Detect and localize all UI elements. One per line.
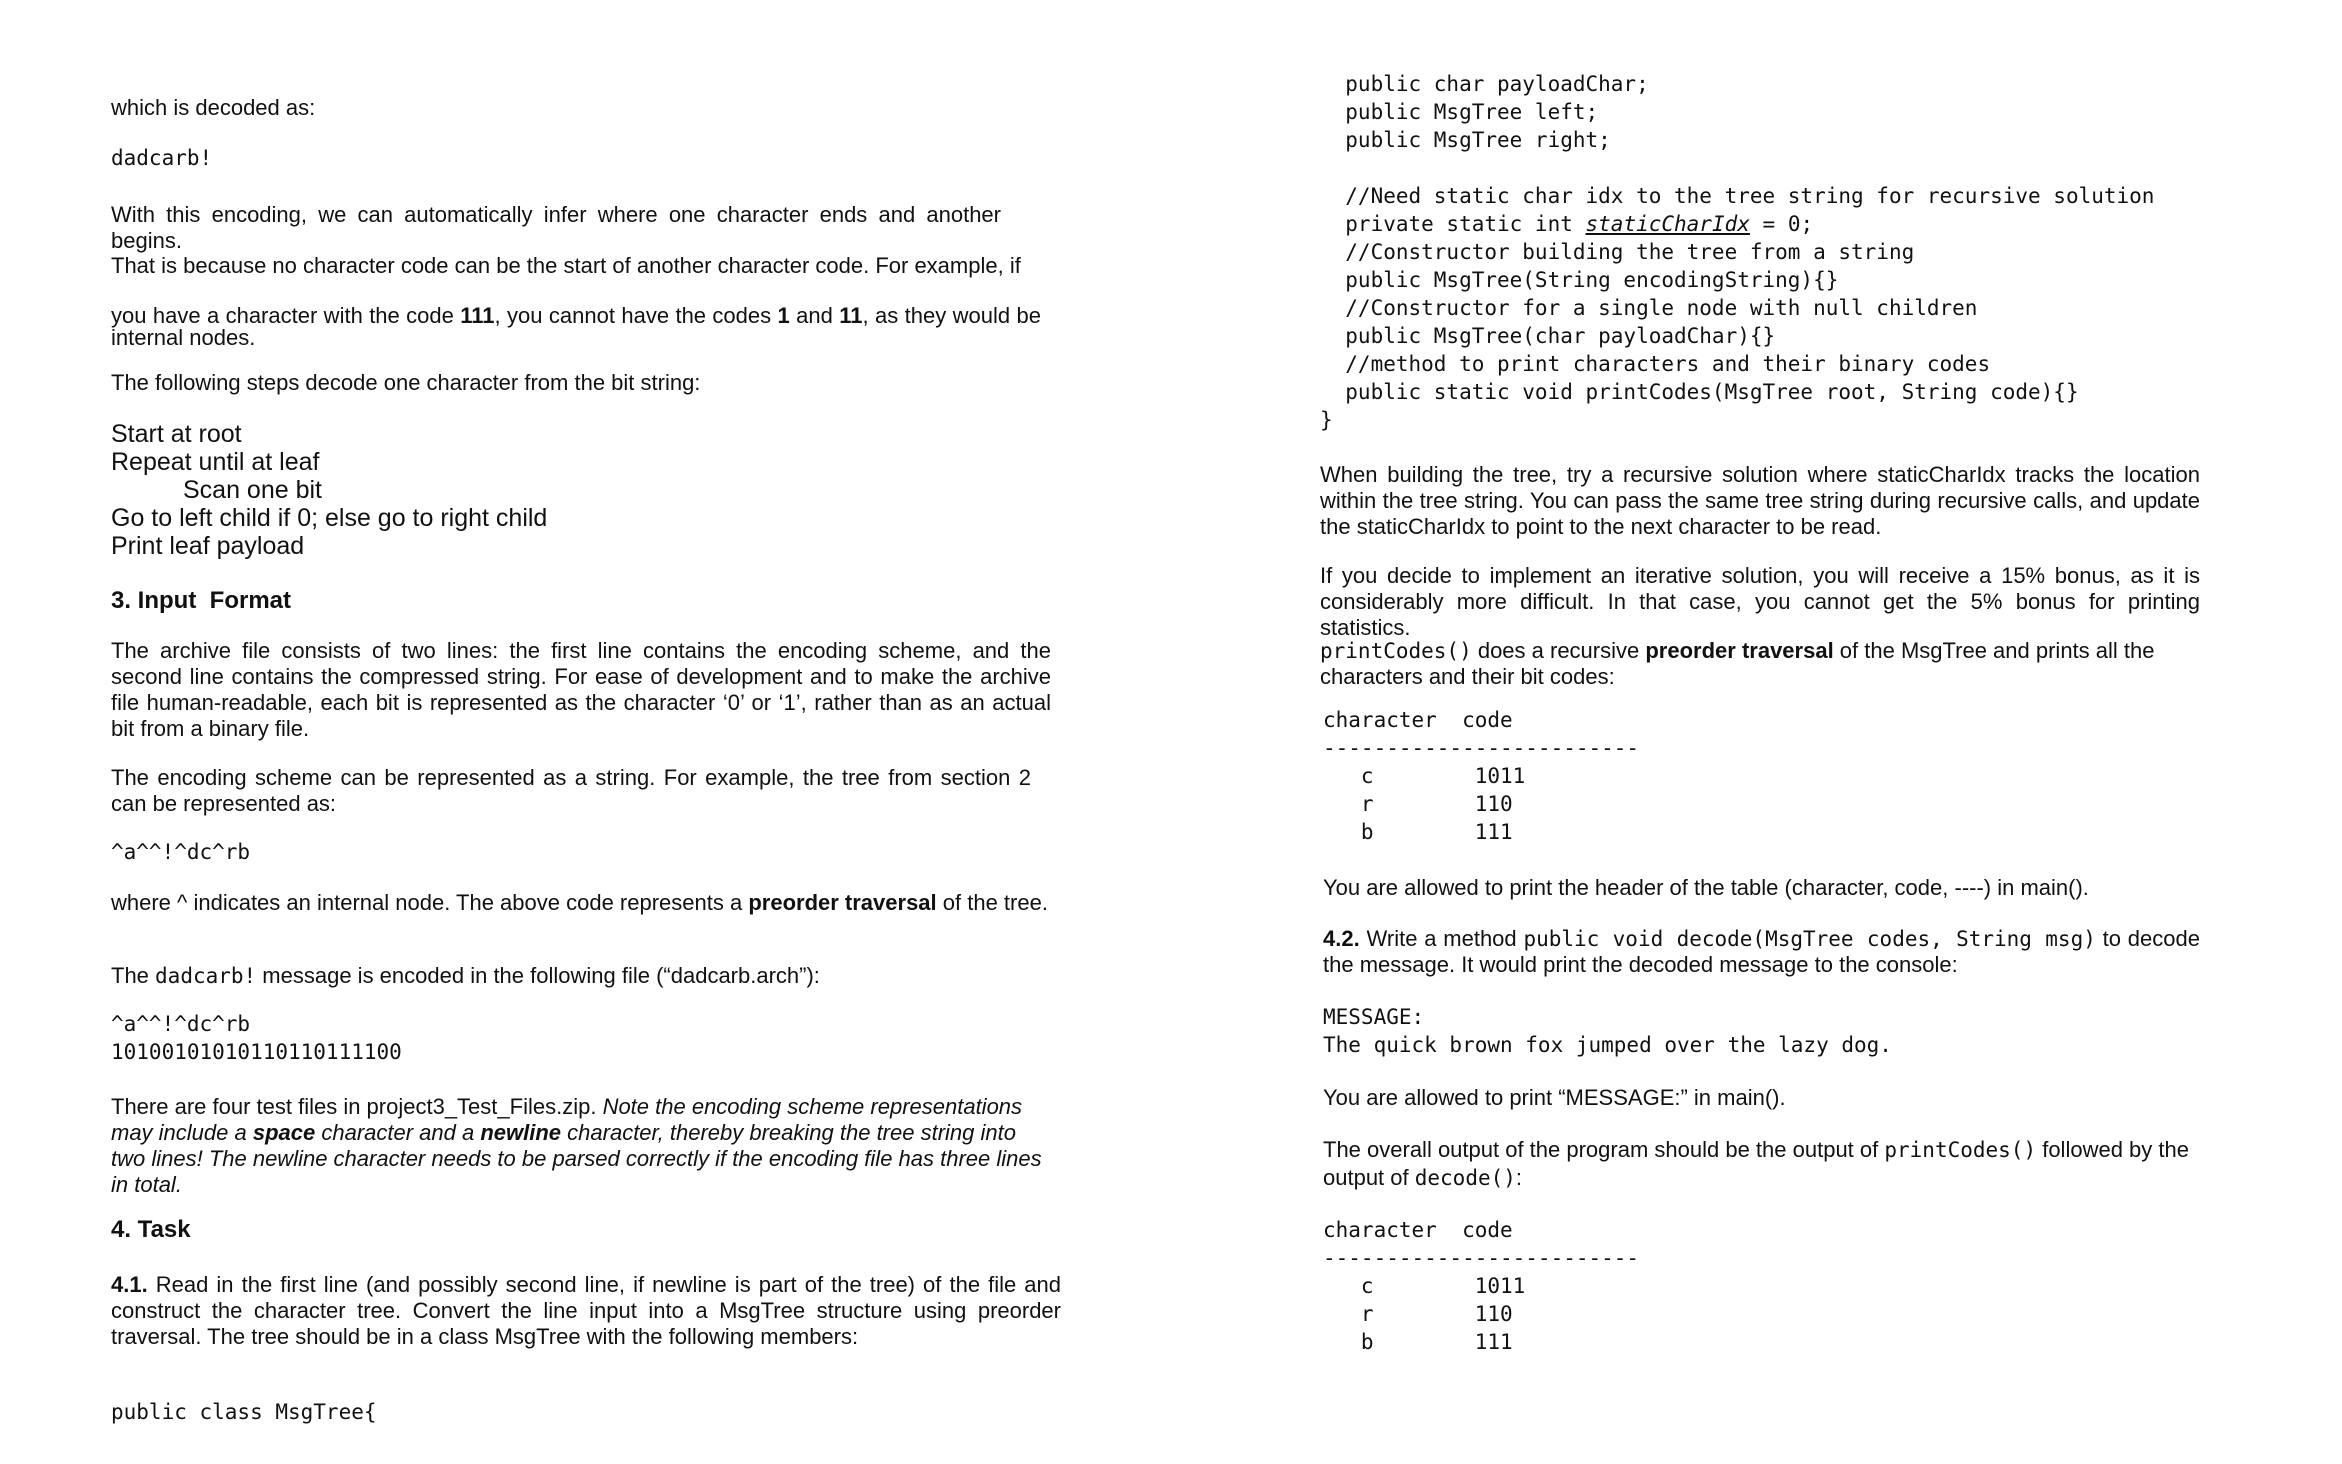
paragraph-building: When building the tree, try a recursive solution where staticCharIdx tracks the location within the tree string. You can pass the same tree string during recursive calls, and update the staticCharIdx to point to the next character to be read.: [1320, 462, 2200, 539]
step-4: Go to left child if 0; else go to right child: [111, 504, 548, 532]
step-3: Scan one bit: [183, 476, 322, 504]
paragraph-scheme: The encoding scheme can be represented as a string. For example, the tree from section 2 can be represented as:: [111, 765, 1031, 816]
code-field-1: public char payloadChar;: [1320, 72, 1649, 96]
paragraph-4-2: 4.2. Write a method public void decode(MsgTree codes, String msg) to decode the message. It would print the decoded message to the console:: [1323, 926, 2200, 977]
file-line-1: ^a^^!^dc^rb: [111, 1012, 251, 1036]
file-line-2: 10100101010110110111100: [111, 1040, 402, 1064]
paragraph-code-111: you have a character with the code 111, you cannot have the codes 1 and 11, as they would be internal nodes.: [111, 303, 1041, 350]
code-line-2: public MsgTree(String encodingString){}: [1320, 268, 1839, 292]
decoded-word: dadcarb!: [111, 146, 213, 170]
paragraph-archive: The archive file consists of two lines: the first line contains the encoding scheme, and the second line contains the compressed string. For ease of development and to make the archive file human-readable, each bit is represented as the character ‘0’ or ‘1’, rather than as an actual bit from a binary file.: [111, 638, 1051, 741]
table2-row-b: b 111: [1323, 1330, 1513, 1354]
paragraph-table-header: You are allowed to print the header of the table (character, code, ----) in main().: [1323, 875, 2089, 900]
paragraph-because: That is because no character code can be the start of another character code. For example, if: [111, 253, 1021, 278]
scheme-example: ^a^^!^dc^rb: [111, 840, 251, 864]
paragraph-overall: The overall output of the program should be the output of printCodes() followed by the output of decode():: [1323, 1137, 2189, 1190]
message-label: MESSAGE:: [1323, 1005, 1425, 1029]
paragraph-message-file: The dadcarb! message is encoded in the following file (“dadcarb.arch”):: [111, 963, 820, 988]
code-comment-static: //Need static char idx to the tree string for recursive solution: [1320, 184, 2155, 208]
code-line-1: //Constructor building the tree from a string: [1320, 240, 1915, 264]
code-static-field: private static int staticCharIdx = 0;: [1320, 212, 1814, 236]
step-1: Start at root: [111, 420, 242, 448]
table2-row-r: r 110: [1323, 1302, 1513, 1326]
paragraph-iterative: If you decide to implement an iterative solution, you will receive a 15% bonus, as it is considerably more difficult. In that case, you cannot get the 5% bonus for printing statistics.: [1320, 563, 2200, 640]
code-field-3: public MsgTree right;: [1320, 128, 1611, 152]
table1-header: character code: [1323, 708, 1513, 732]
paragraph-4-1: 4.1. Read in the first line (and possibly second line, if newline is part of the tree) of the file and construct the character tree. Convert the line input into a MsgTree structure using preorder traversal. The tree should be in a class MsgTree with the following members:: [111, 1272, 1061, 1349]
text-decoded-as: which is decoded as:: [111, 95, 316, 120]
code-field-2: public MsgTree left;: [1320, 100, 1599, 124]
paragraph-infer: With this encoding, we can automatically infer where one character ends and another begins.: [111, 202, 1001, 253]
table2-header: character code: [1323, 1218, 1513, 1242]
table1-divider: -------------------------: [1323, 736, 1640, 760]
code-line-6: public static void printCodes(MsgTree root, String code){}: [1320, 380, 2079, 404]
step-5: Print leaf payload: [111, 532, 305, 560]
paragraph-printcodes: printCodes() does a recursive preorder traversal of the MsgTree and prints all the characters and their bit codes:: [1320, 638, 2155, 689]
code-closing-brace: }: [1320, 408, 1333, 432]
table2-divider: -------------------------: [1323, 1246, 1640, 1270]
table1-row-c: c 1011: [1323, 764, 1526, 788]
table1-row-b: b 111: [1323, 820, 1513, 844]
code-line-3: //Constructor for a single node with null children: [1320, 296, 1978, 320]
paragraph-where: where ^ indicates an internal node. The above code represents a preorder traversal of the tree.: [111, 890, 1048, 915]
step-2: Repeat until at leaf: [111, 448, 320, 476]
code-line-5: //method to print characters and their binary codes: [1320, 352, 1991, 376]
paragraph-steps-intro: The following steps decode one character from the bit string:: [111, 370, 701, 395]
paragraph-test-files: There are four test files in project3_Test_Files.zip. Note the encoding scheme representations may include a space character and a newline character, thereby breaking the tree string into two lines! The newline character needs to be parsed correctly if the encoding file has three lines in total.: [111, 1094, 1042, 1197]
table1-row-r: r 110: [1323, 792, 1513, 816]
table2-row-c: c 1011: [1323, 1274, 1526, 1298]
heading-input-format: 3. Input Format: [111, 587, 291, 614]
code-line-4: public MsgTree(char payloadChar){}: [1320, 324, 1776, 348]
heading-task: 4. Task: [111, 1216, 191, 1243]
class-declaration: public class MsgTree{: [111, 1400, 377, 1424]
paragraph-message-main: You are allowed to print “MESSAGE:” in main().: [1323, 1085, 1786, 1110]
message-text: The quick brown fox jumped over the lazy dog.: [1323, 1033, 1892, 1057]
